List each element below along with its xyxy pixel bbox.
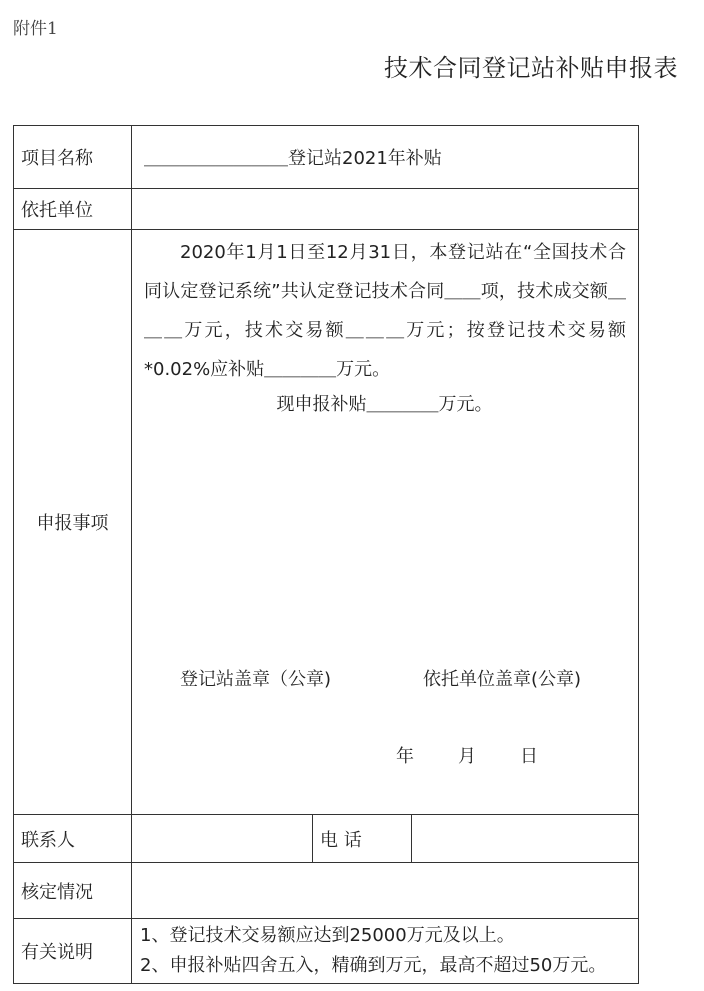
note-1: 1、登记技术交易额应达到25000万元及以上。 (140, 925, 515, 946)
apply-items-label (14, 230, 132, 815)
contact-value[interactable] (132, 815, 313, 863)
apply-paragraph: 2020年1月1日至12月31日，本登记站在“全国技术合同认定登记系统”共认定登记技术合同＿＿项，技术成交额＿＿＿万元，技术交易额＿＿＿万元；按登记技术交易额*0.02%应补贴＿＿＿＿万元。 (144, 242, 626, 380)
phone-label: 电 话 (313, 815, 412, 863)
entrust-unit-label: 依托单位 (14, 189, 132, 230)
row-contact (14, 815, 639, 863)
row-notes (14, 919, 639, 984)
date-year: 年 (396, 746, 414, 767)
station-seal-label: 登记站盖章（公章) (180, 669, 332, 690)
row-project-name (14, 126, 639, 189)
project-name-value[interactable]: ＿＿＿＿＿＿＿＿登记站2021年补贴 (132, 126, 639, 189)
row-verification (14, 863, 639, 919)
application-form-table (13, 125, 639, 984)
verification-value[interactable] (132, 863, 639, 919)
phone-value[interactable] (412, 815, 639, 863)
apply-request: 现申报补贴＿＿＿＿万元。 (276, 394, 493, 415)
date-month: 月 (458, 746, 476, 767)
note-2: 2、申报补贴四舍五入，精确到万元，最高不超过50万元。 (140, 955, 607, 976)
entrust-unit-value[interactable] (132, 189, 639, 230)
date-day: 日 (520, 746, 538, 767)
entrust-seal-label: 依托单位盖章(公章) (423, 669, 582, 690)
project-name-label: 项目名称 (14, 126, 132, 189)
attachment-label: 附件1 (13, 19, 58, 39)
date-line (396, 742, 538, 768)
apply-items-label-text: 申报事项 (36, 513, 109, 534)
notes-content (132, 919, 639, 984)
contact-label: 联系人 (14, 815, 132, 863)
row-apply-items (14, 230, 639, 815)
notes-label: 有关说明 (14, 919, 132, 984)
page-title: 技术合同登记站补贴申报表 (384, 54, 678, 82)
verification-label: 核定情况 (14, 863, 132, 919)
apply-items-content[interactable] (132, 230, 639, 815)
row-entrust-unit (14, 189, 639, 230)
